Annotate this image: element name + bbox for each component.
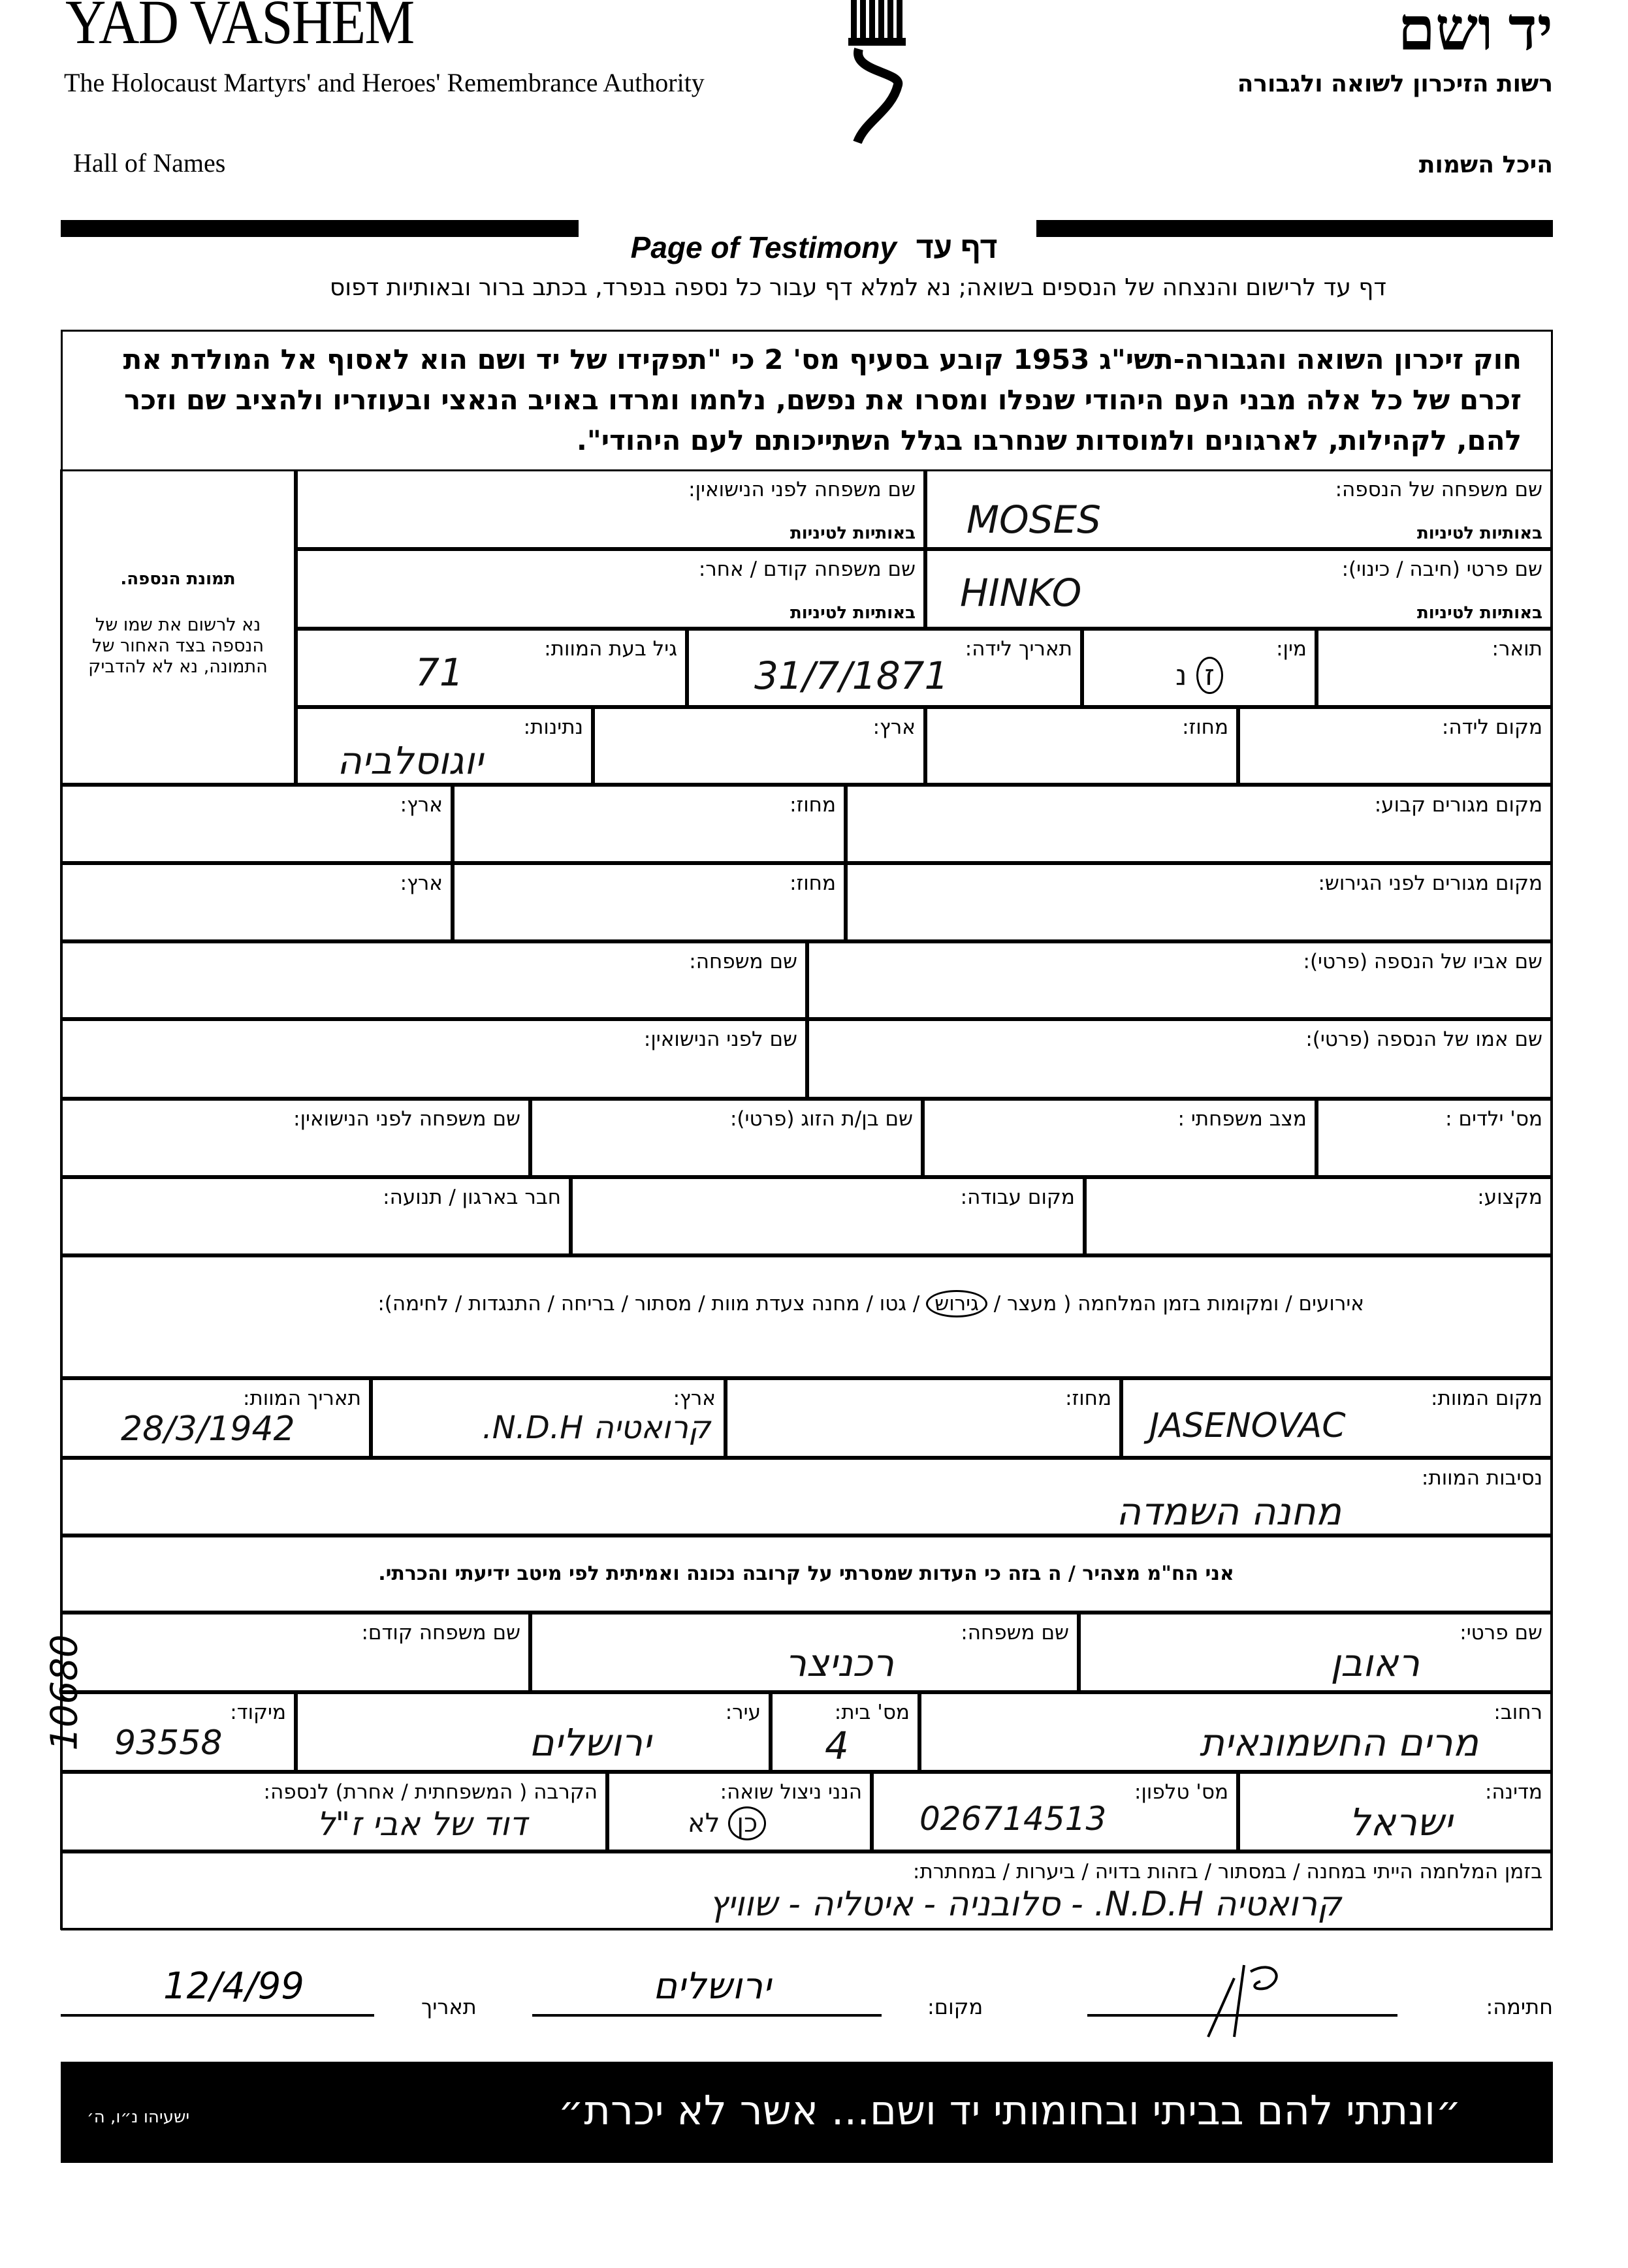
gender-option-male[interactable]: ז: [1196, 657, 1223, 694]
events-label-start: אירועים / ומקומות בזמן המלחמה ( מעצר /: [993, 1292, 1364, 1315]
pre-deportation-residence-field[interactable]: [846, 863, 1552, 941]
field-label: שם משפחה של הנספה:: [1335, 478, 1542, 501]
field-label: רחוב:: [1493, 1701, 1542, 1724]
events-option-deportation[interactable]: גירוש: [926, 1290, 987, 1317]
field-label: מחוז:: [1065, 1387, 1111, 1410]
field-label: מס' בית:: [834, 1701, 910, 1724]
field-value: 026714513: [919, 1800, 1107, 1838]
field-value: ראובן: [1330, 1641, 1420, 1685]
death-place-field[interactable]: [1121, 1378, 1552, 1458]
witness-house-number-field[interactable]: [771, 1692, 919, 1772]
survivor-option-yes[interactable]: כן: [728, 1806, 766, 1840]
events-label-end: / גטו / מחנה צעדת מוות / מסתור / בריחה / התנגדות / לחימה):: [377, 1292, 920, 1315]
pre-deportation-district-field[interactable]: [453, 863, 846, 941]
field-value: 93558: [114, 1724, 223, 1763]
residence-country-field[interactable]: [60, 785, 453, 863]
field-value: ירושלים: [528, 1720, 651, 1765]
father-name-field[interactable]: [807, 941, 1552, 1019]
victim-title-field[interactable]: [1317, 629, 1552, 707]
survivor-option-no[interactable]: לא: [688, 1808, 720, 1838]
authority-english: The Holocaust Martyrs' and Heroes' Remembrance Authority: [64, 68, 705, 97]
field-label: שם אביו של הנספה (פרטי):: [1303, 950, 1542, 973]
yad-vashem-emblem-icon: [839, 0, 924, 144]
organization-field[interactable]: [60, 1177, 571, 1255]
title-hebrew: דף עד: [916, 230, 998, 264]
witness-country-field[interactable]: [1238, 1772, 1552, 1851]
field-label: מס' ילדים :: [1445, 1107, 1542, 1131]
victim-maiden-name-field[interactable]: [296, 469, 925, 549]
field-label: נתינות:: [523, 716, 583, 739]
field-value: קרואטיה N.D.H.: [482, 1410, 710, 1446]
field-value: MOSES: [966, 497, 1101, 542]
signature-scribble-icon: [1189, 1952, 1306, 2043]
field-label: שם משפחה:: [961, 1621, 1069, 1645]
field-label: תואר:: [1492, 637, 1542, 661]
date-value: 12/4/99: [163, 1965, 304, 2008]
field-label: מקום לידה:: [1441, 716, 1542, 739]
workplace-field[interactable]: [571, 1177, 1085, 1255]
field-label: שם אמו של הנספה (פרטי):: [1305, 1028, 1542, 1051]
field-label: מקום מגורים קבוע:: [1374, 793, 1542, 817]
latin-hint: באותיות לטיניות: [790, 603, 916, 623]
field-value: 4: [825, 1724, 849, 1768]
date-label: תאריך: [421, 1994, 477, 2019]
signature-label: חתימה:: [1486, 1994, 1553, 2019]
field-label: מקום עבודה:: [960, 1186, 1075, 1209]
death-circumstances-field[interactable]: [60, 1458, 1552, 1536]
photo-note: נא לרשום את שמו של הנספה בצד האחור של התמונה, נא לא להדביק: [88, 615, 268, 677]
field-value: 71: [415, 650, 464, 695]
witness-surname-field[interactable]: [530, 1613, 1079, 1692]
death-country-field[interactable]: [371, 1378, 726, 1458]
field-value: רכניצר: [785, 1641, 894, 1685]
field-label: מס' טלפון:: [1134, 1780, 1228, 1804]
field-label: שם משפחה קודם:: [361, 1621, 520, 1645]
declaration-box: [60, 1536, 1552, 1613]
field-label: שם משפחה:: [689, 950, 797, 973]
footer-quote: ״ונתתי להם בביתי ובחומותי יד ושם... אשר לא יכרת״: [558, 2087, 1461, 2134]
place-label: מקום:: [927, 1994, 983, 2019]
field-label: מקצוע:: [1477, 1186, 1542, 1209]
witness-survivor-field[interactable]: [607, 1772, 872, 1851]
field-label: חבר בארגון / תנועה:: [383, 1186, 561, 1209]
gender-option-female[interactable]: נ: [1175, 659, 1187, 692]
field-label: שם משפחה לפני הנישואין:: [293, 1107, 520, 1131]
field-label: שם פרטי:: [1460, 1621, 1542, 1645]
hall-of-names-hebrew: היכל השמות: [1418, 151, 1553, 178]
death-date-field[interactable]: [60, 1378, 371, 1458]
place-line[interactable]: [532, 2014, 882, 2017]
page-title: [0, 230, 1628, 265]
father-surname-field[interactable]: [60, 941, 807, 1019]
title-english: Page of Testimony: [630, 230, 897, 264]
field-value: 31/7/1871: [754, 654, 949, 698]
logo-english: YAD VASHEM: [65, 0, 414, 57]
death-district-field[interactable]: [726, 1378, 1121, 1458]
field-value: דוד של אבי ז"ל: [317, 1805, 527, 1843]
photo-box[interactable]: [60, 469, 296, 785]
field-label: מיקוד:: [230, 1701, 286, 1724]
witness-street-field[interactable]: [919, 1692, 1552, 1772]
field-label: ארץ:: [872, 716, 916, 739]
field-value: ישראל: [1349, 1800, 1452, 1844]
field-label: ארץ:: [400, 793, 443, 817]
footer-banner: [61, 2062, 1553, 2163]
marital-status-field[interactable]: [923, 1099, 1317, 1177]
latin-hint: באותיות לטיניות: [790, 524, 916, 543]
witness-phone-field[interactable]: [872, 1772, 1238, 1851]
field-label: ארץ:: [673, 1387, 716, 1410]
victim-gender-field[interactable]: [1082, 629, 1317, 707]
victim-prev-surname-field[interactable]: [296, 549, 925, 629]
field-label: הקרבה ( המשפחתית / אחרת) לנספה:: [263, 1780, 598, 1804]
field-label: מצב משפחתי :: [1177, 1107, 1307, 1131]
hall-of-names-english: Hall of Names: [73, 148, 226, 178]
field-label: נסיבות המוות:: [1421, 1466, 1542, 1490]
witness-relation-field[interactable]: [60, 1772, 607, 1851]
field-value: 28/3/1942: [121, 1410, 295, 1449]
field-label: מקום מגורים לפני הגירוש:: [1318, 872, 1542, 895]
victim-birth-date-field[interactable]: [687, 629, 1082, 707]
date-line[interactable]: [61, 2014, 374, 2017]
mother-name-field[interactable]: [807, 1019, 1552, 1099]
residence-district-field[interactable]: [453, 785, 846, 863]
latin-hint: באותיות לטיניות: [1416, 524, 1542, 543]
field-label: הנני ניצול שואה:: [720, 1780, 862, 1804]
residence-field[interactable]: [846, 785, 1552, 863]
page-subtitle: דף עד לרישום והנצחה של הנספים בשואה; נא למלא דף עבור כל נספה בנפרד, בכתב ברור ובאותיות דפוס: [329, 274, 1386, 301]
field-label: תאריך המוות:: [242, 1387, 361, 1410]
mother-maiden-field[interactable]: [60, 1019, 807, 1099]
margin-note: 10680: [43, 1634, 86, 1751]
field-label: [377, 1290, 1364, 1317]
photo-title: תמונת הנספה.: [120, 569, 236, 589]
field-label: מקום המוות:: [1431, 1387, 1542, 1410]
witness-first-name-field[interactable]: [1079, 1613, 1552, 1692]
field-label: בזמן המלחמה הייתי במחנה / במסתור / בזהות בדויה / ביערות / במחתרת:: [912, 1860, 1542, 1883]
field-value: מחנה השמדה: [1116, 1489, 1341, 1534]
wartime-events-field[interactable]: [60, 1255, 1552, 1378]
field-label: שם פרטי (חיבה / כינוי):: [1341, 558, 1542, 581]
pre-deportation-country-field[interactable]: [60, 863, 453, 941]
victim-birth-place-field[interactable]: [1238, 707, 1552, 785]
field-label: שם משפחה לפני הנישואין:: [688, 478, 916, 501]
field-label: שם משפחה קודם / אחר:: [698, 558, 916, 581]
field-value: מרים החשמונאית: [1199, 1720, 1478, 1765]
field-label: מחוז:: [790, 872, 836, 895]
law-text: חוק זיכרון השואה והגבורה-תשי"ג 1953 קובע בסעיף מס' 2 כי "תפקידו של יד ושם הוא לאסוף אל המולדת את זכרם של כל אלה מבני העם היהודי שנפלו ומסרו את נפשם, נלחמו ומרדו באויב הנאצי ובעוזריו ולהציב שם וזכר להם, לקהילות, לארגונים ולמוסדות שנחרבו בגלל השתייכותם לעם היהודי".: [123, 343, 1522, 456]
victim-birth-district-field[interactable]: [925, 707, 1238, 785]
field-label: מין:: [1276, 637, 1307, 661]
field-label: מחוז:: [1182, 716, 1228, 739]
latin-hint: באותיות לטיניות: [1416, 603, 1542, 623]
witness-city-field[interactable]: [296, 1692, 771, 1772]
footer-source: ישעיהו נ״ו, ה׳: [87, 2107, 190, 2127]
children-count-field[interactable]: [1317, 1099, 1552, 1177]
declaration-text: אני הח"מ מצהיר / ה בזה כי העדות שמסרתי על קרובה נכונה ואמיתית לפי מיטב ידיעתי והכרתי.: [378, 1562, 1234, 1585]
victim-surname-field[interactable]: [925, 469, 1552, 549]
field-label: עיר:: [725, 1701, 761, 1724]
field-label: גיל בעת המוות:: [544, 637, 677, 661]
place-value: ירושלים: [653, 1965, 771, 2008]
field-label: מחוז:: [790, 793, 836, 817]
witness-war-whereabouts-field[interactable]: [60, 1851, 1552, 1930]
field-value: קרואטיה N.D.H. - סלובניה - איטליה - שוויץ: [709, 1885, 1341, 1924]
field-label: שם בן/ת הזוג (פרטי):: [729, 1107, 913, 1131]
field-value: יוגוסלביה: [337, 738, 483, 783]
field-label: ארץ:: [400, 872, 443, 895]
field-label: שם לפני הנישואין:: [643, 1028, 797, 1051]
logo-hebrew: יד ושם: [1397, 0, 1553, 63]
victim-age-at-death-field[interactable]: [296, 629, 687, 707]
victim-birth-country-field[interactable]: [593, 707, 925, 785]
field-value: HINKO: [960, 571, 1082, 615]
victim-first-name-field[interactable]: [925, 549, 1552, 629]
authority-hebrew: רשות הזיכרון לשואה ולגבורה: [1237, 71, 1553, 97]
field-value: JASENOVAC: [1149, 1406, 1346, 1445]
witness-zip-field[interactable]: [60, 1692, 296, 1772]
victim-nationality-field[interactable]: [296, 707, 593, 785]
spouse-name-field[interactable]: [530, 1099, 923, 1177]
field-label: תאריך לידה:: [965, 637, 1072, 661]
field-label: מדינה:: [1484, 1780, 1542, 1804]
spouse-maiden-field[interactable]: [60, 1099, 530, 1177]
profession-field[interactable]: [1085, 1177, 1552, 1255]
witness-prev-surname-field[interactable]: [60, 1613, 530, 1692]
